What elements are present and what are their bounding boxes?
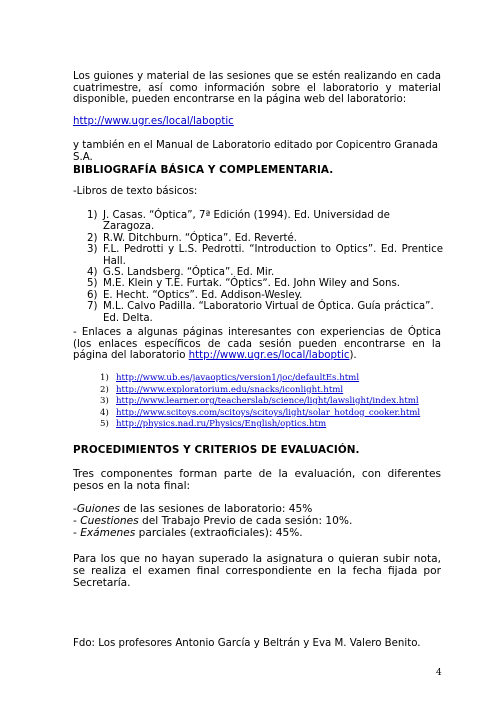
page-number: 4 <box>436 668 442 678</box>
web-link[interactable]: http://www.scitoys.com/scitoys/scitoys/light/solar_hotdog_cooker.html <box>116 407 421 418</box>
book-item: 3) F.L. Pedrotti y L.S. Pedrotti. “Introduction to Optics”. Ed. Prentice Hall. <box>87 244 443 267</box>
book-item: 2) R.W. Ditchburn. “Óptica”. Ed. Reverté. <box>87 232 298 244</box>
book-item: 1) J. Casas. “Óptica”, 7ª Edición (1994). Ed. Universidad de Zaragoza. <box>87 210 390 233</box>
books-label: -Libros de texto básicos: <box>73 186 198 197</box>
book-item: 7) M.L. Calvo Padilla. “Laboratorio Virtual de Óptica. Guía práctica”. Ed. Delta. <box>87 301 434 324</box>
web-link[interactable]: http://physics.nad.ru/Physics/English/optics.htm <box>116 419 327 429</box>
book-item: 6) E. Hecht. “Optics”. Ed. Addison-Wesley. <box>87 289 303 301</box>
final-exam-paragraph: Para los que no hayan superado la asignatura o quieran subir nota, se realiza el examen final correspondiente en la fecha fijada por Secretaría. <box>73 553 441 589</box>
web-link-item: 1) http://www.ub.es/javaoptics/version1/joc/defaultEs.html <box>100 373 360 383</box>
evaluation-intro: Tres componentes forman parte de la evaluación, con diferentes pesos en la nota final: <box>73 468 441 492</box>
web-link-item: 3) http://www.learner.org/teacherslab/science/light/lawslight/index.html <box>100 396 419 406</box>
intro-paragraph: Los guiones y material de las sesiones que se estén realizando en cada cuatrimestre, así como información sobre el laboratorio y material disponible, pueden encontrarse en la página web del laboratorio: <box>73 71 441 105</box>
lab-url-inline[interactable]: http://www.ugr.es/local/laboptic <box>188 350 350 361</box>
web-link[interactable]: http://www.ub.es/javaoptics/version1/joc/defaultEs.html <box>116 373 360 383</box>
lab-website-link[interactable] <box>73 116 441 128</box>
book-item: 4) G.S. Landsberg. “Óptica”. Ed. Mir. <box>87 267 275 279</box>
evaluation-heading: PROCEDIMIENTOS Y CRITERIOS DE EVALUACIÓN. <box>73 444 360 456</box>
book-list <box>73 210 443 324</box>
web-link-item: 4) http://www.scitoys.com/scitoys/scitoys/light/solar_hotdog_cooker.html <box>100 407 421 418</box>
evaluation-item: - Exámenes parciales (extraoficiales): 45%. <box>73 527 303 539</box>
web-link-item: 5) http://physics.nad.ru/Physics/English/optics.htm <box>100 419 327 429</box>
web-link-item: 2) http://www.exploratorium.edu/snacks/iconlight.html <box>100 384 344 395</box>
evaluation-item: -Guiones de las sesiones de laboratorio: 45% <box>73 503 313 515</box>
web-link[interactable]: http://www.exploratorium.edu/snacks/iconlight.html <box>116 384 344 395</box>
lab-url[interactable]: http://www.ugr.es/local/laboptic <box>73 116 234 127</box>
bibliography-heading: BIBLIOGRAFÍA BÁSICA Y COMPLEMENTARIA. <box>73 164 334 176</box>
links-intro: - Enlaces a algunas páginas interesantes con experiencias de Óptica (los enlaces específicos de cada sesión pueden encontrarse en la página del laboratorio http://www.ugr.es/local/laboptic). <box>73 327 441 361</box>
signature: Fdo: Los profesores Antonio García y Beltrán y Eva M. Valero Benito. <box>73 638 421 649</box>
web-link[interactable]: http://www.learner.org/teacherslab/science/light/lawslight/index.html <box>116 396 419 406</box>
manual-text: y también en el Manual de Laboratorio editado por Copicentro Granada S.A. <box>73 140 438 163</box>
book-item: 5) M.E. Klein y T.E. Furtak. “Ópticsˮ. Ed. John Wiley and Sons. <box>87 278 401 290</box>
evaluation-item: - Cuestiones del Trabajo Previo de cada sesión: 10%. <box>73 515 353 527</box>
web-link-list <box>100 373 420 431</box>
